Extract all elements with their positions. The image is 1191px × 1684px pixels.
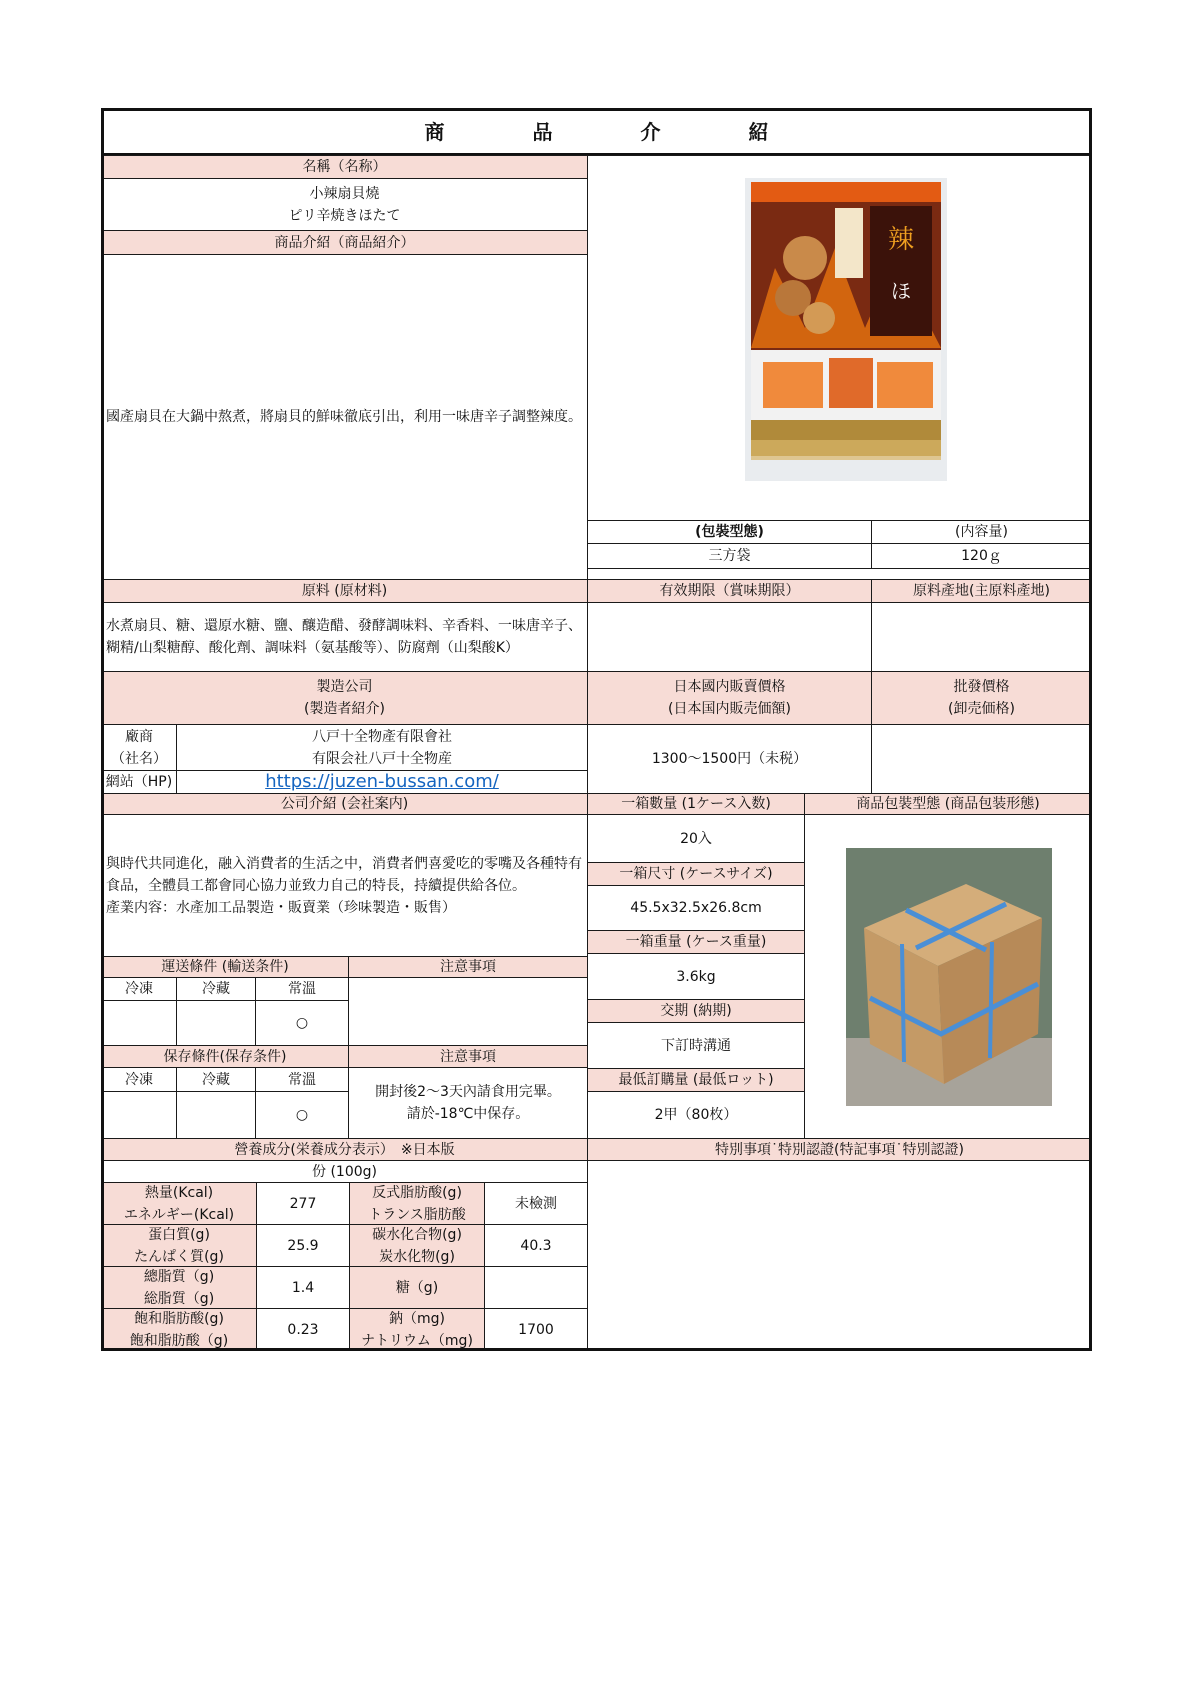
- nutrient-label-zh: 鈉（mg): [389, 1310, 445, 1327]
- storage-ambient-label: 常溫: [255, 1067, 349, 1092]
- nutrient-value-energy: 277: [256, 1182, 350, 1225]
- special-value: [587, 1160, 1092, 1351]
- transport-chilled-value: [176, 1000, 256, 1046]
- case-weight-value: 3.6kg: [587, 953, 805, 1000]
- ingredients-header: 原料 (原材料): [101, 579, 588, 603]
- storage-frozen-label: 冷凍: [101, 1067, 177, 1092]
- intro-header: 商品介紹（商品紹介）: [101, 230, 588, 255]
- vendor-label-ja: （社名）: [111, 750, 167, 767]
- packaging-value: 三方袋: [587, 543, 872, 569]
- storage-chilled-value: [176, 1091, 256, 1139]
- company-description: 與時代共同進化，融入消費者的生活之中，消費者們喜愛吃的零嘴及各種特有食品，全體員工都會同心協力並致力自己的特長，持續提供給各位。: [106, 855, 582, 894]
- origin-value: [871, 602, 1092, 672]
- transport-ambient-label: 常溫: [255, 977, 349, 1001]
- ingredients-text: 水煮扇貝、糖、還原水糖、鹽、釀造醋、發酵調味料、辛香料、一味唐辛子、糊精/山梨糖醇、酸化劑、調味料（氨基酸等）、防腐劑（山梨酸K）: [101, 602, 588, 672]
- nutrient-label-ja: トランス脂肪酸: [368, 1206, 466, 1223]
- nutrient-value-sodium: 1700: [484, 1308, 588, 1351]
- nutrient-value-protein: 25.9: [256, 1224, 350, 1267]
- vendor-name-ja: 有限会社八戸十全物産: [312, 750, 452, 767]
- company-business: 產業内容：水產加工品製造・販賣業（珍味製造・販售）: [106, 899, 456, 916]
- case-qty-header: 一箱數量 (1ケース入数): [587, 793, 805, 815]
- nutrient-label-trans-fat: [349, 1182, 485, 1225]
- nutrient-label-carbohydrate: [349, 1224, 485, 1267]
- shelf-life-header: 有效期限（賞味期限）: [587, 579, 872, 603]
- wholesale-value: [871, 724, 1092, 794]
- nutrient-label-zh: 總脂質（g): [143, 1268, 215, 1285]
- shelf-life-value: [587, 602, 872, 672]
- product-name: [101, 178, 588, 231]
- company-header: 公司介紹 (会社案内): [101, 793, 588, 815]
- product-name-zh: 小辣扇貝燒: [309, 185, 380, 202]
- moq-value: 2甲（80枚）: [587, 1091, 805, 1139]
- transport-ambient-value: ○: [255, 1000, 349, 1046]
- storage-note-line1: 開封後2～3天內請食用完畢。: [375, 1084, 561, 1100]
- special-header: 特別事項˙特別認證(特記事項˙特別認證): [587, 1138, 1092, 1161]
- origin-header: 原料產地(主原料產地): [871, 579, 1092, 603]
- case-size-value: 45.5x32.5x26.8cm: [587, 885, 805, 931]
- nutrient-value-fat: 1.4: [256, 1266, 350, 1309]
- transport-note: [348, 977, 588, 1046]
- product-bag-image: [745, 178, 947, 481]
- svg-text:ほ: ほ: [891, 279, 911, 303]
- nutrient-label-ja: 炭水化物(g): [379, 1248, 455, 1265]
- intro-text: 國產扇貝在大鍋中熬煮，將扇貝的鮮味徹底引出，利用一味唐辛子調整辣度。: [101, 254, 588, 580]
- storage-header: 保存條件(保存条件): [101, 1045, 349, 1068]
- transport-frozen-value: [101, 1000, 177, 1046]
- transport-note-header: 注意事項: [348, 956, 588, 978]
- nutrient-label-zh: 碳水化合物(g): [372, 1226, 462, 1243]
- maker-header-zh: 製造公司: [316, 679, 373, 695]
- transport-chilled-label: 冷藏: [176, 977, 256, 1001]
- delivery-value: 下訂時溝通: [587, 1022, 805, 1069]
- storage-chilled-label: 冷藏: [176, 1067, 256, 1092]
- wholesale-header-zh: 批發價格: [953, 679, 1010, 695]
- price-jp-header-ja: (日本国内販売価額): [668, 701, 791, 717]
- storage-note-line2: 請於-18℃中保存。: [406, 1106, 530, 1122]
- company-text: [101, 814, 588, 957]
- nutrient-label-zh: 反式脂肪酸(g): [372, 1184, 462, 1201]
- product-sheet: [101, 108, 1092, 1371]
- nutrient-label-ja: ナトリウム（mg): [361, 1332, 473, 1349]
- wholesale-header: [871, 671, 1092, 725]
- case-qty-value: 20入: [587, 814, 805, 863]
- transport-header: 運送條件 (輸送条件): [101, 956, 349, 978]
- name-header: 名稱（名称）: [101, 155, 588, 179]
- nutrient-label-fat: [101, 1266, 257, 1309]
- storage-frozen-value: [101, 1091, 177, 1139]
- wholesale-header-ja: (卸売価格): [948, 701, 1015, 717]
- vendor-label-zh: 廠商: [125, 728, 153, 745]
- nutrient-value-saturated-fat: 0.23: [256, 1308, 350, 1351]
- hp-cell: [176, 770, 588, 794]
- storage-ambient-value: ○: [255, 1091, 349, 1139]
- maker-header: [101, 671, 588, 725]
- delivery-header: 交期 (納期): [587, 999, 805, 1023]
- carton-box-image: [846, 848, 1052, 1106]
- price-jp-value: 1300～1500円（未税）: [587, 724, 872, 794]
- vendor-name-zh: 八戸十全物產有限會社: [312, 728, 452, 745]
- case-size-header: 一箱尺寸 (ケースサイズ): [587, 862, 805, 886]
- product-name-ja: ピリ辛焼きほたて: [288, 207, 401, 224]
- svg-text:辣: 辣: [887, 225, 915, 255]
- moq-header: 最低訂購量 (最低ロット): [587, 1068, 805, 1092]
- vendor-label: [101, 724, 177, 771]
- nutrient-value-trans-fat: 未檢測: [484, 1182, 588, 1225]
- volume-value: 120ｇ: [871, 543, 1092, 569]
- nutrient-label-zh: 蛋白質(g): [148, 1226, 210, 1243]
- transport-frozen-label: 冷凍: [101, 977, 177, 1001]
- case-weight-header: 一箱重量 (ケース重量): [587, 930, 805, 954]
- volume-header: (内容量): [871, 520, 1092, 544]
- nutrient-label-energy: [101, 1182, 257, 1225]
- nutrient-label-zh: 飽和脂肪酸(g): [134, 1310, 224, 1327]
- nutrient-label-zh: 熱量(Kcal): [144, 1184, 214, 1201]
- nutrient-label-ja: 飽和脂肪酸（g): [129, 1332, 229, 1349]
- nutrient-value-carbohydrate: 40.3: [484, 1224, 588, 1267]
- nutrition-header: 營養成分(栄養成分表示） ※日本版: [101, 1138, 588, 1161]
- nutrient-label-ja: 総脂質（g): [143, 1290, 215, 1307]
- nutrient-label-sodium: [349, 1308, 485, 1351]
- page-title: 商 品 介 紹: [101, 108, 1092, 156]
- nutrient-label-ja: エネルギー(Kcal): [123, 1206, 235, 1223]
- price-jp-header: [587, 671, 872, 725]
- nutrition-serving: 份 (100g): [101, 1160, 588, 1183]
- packaging-header: (包裝型態): [587, 520, 872, 544]
- price-jp-header-zh: 日本國内販賣價格: [673, 679, 786, 695]
- nutrient-label-saturated-fat: [101, 1308, 257, 1351]
- nutrient-label-protein: [101, 1224, 257, 1267]
- hp-label: 網站（HP): [101, 770, 177, 794]
- storage-note: [348, 1067, 588, 1139]
- nutrient-value-sugar: [484, 1266, 588, 1309]
- storage-note-header: 注意事項: [348, 1045, 588, 1068]
- nutrient-label-sugar: 糖（g): [349, 1266, 485, 1309]
- case-pack-header: 商品包裝型態 (商品包装形態): [804, 793, 1092, 815]
- vendor-name: [176, 724, 588, 771]
- homepage-link[interactable]: https://juzen-bussan.com/: [265, 771, 499, 792]
- maker-header-ja: (製造者紹介): [304, 701, 385, 717]
- nutrient-label-ja: たんぱく質(g): [134, 1248, 224, 1265]
